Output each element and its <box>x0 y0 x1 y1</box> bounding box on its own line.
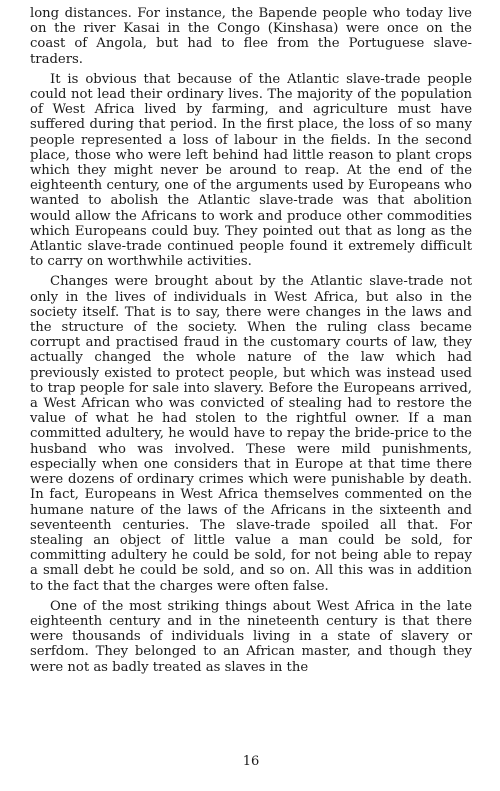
paragraph-continuation: long distances. For instance, the Bapende people who today live on the river Kasai in the Congo (Kinshasa) were once on the coast of Angola, but had to flee from the Portuguese slave-traders. <box>30 6 472 67</box>
paragraph-agriculture: It is obvious that because of the Atlantic slave-trade people could not lead their ordinary lives. The majority of the population of West Africa lived by farming, and agriculture must have suffered during that period. In the first place, the loss of so many people represented a loss of labour in the fields. In the second place, those who were left behind had little reason to plant crops which they might never be around to reap. At the end of the eighteenth century, one of the arguments used by Europeans who wanted to abolish the Atlantic slave-trade was that abolition would allow the Africans to work and produce other commodities which Europeans could buy. They pointed out that as long as the Atlantic slave-trade continued people found it extremely difficult to carry on worthwhile activities. <box>30 71 472 270</box>
paragraph-serfdom: One of the most striking things about West Africa in the late eighteenth century and in the nineteenth century is that there were thousands of individuals living in a state of slavery or serfdom. They belonged to an African master, and though they were not as badly treated as slaves in the <box>30 598 472 675</box>
page-number: 16 <box>242 754 260 769</box>
paragraph-society-laws: Changes were brought about by the Atlantic slave-trade not only in the lives of individuals in West Africa, but also in the society itself. That is to say, there were changes in the laws and the structure of the society. When the ruling class became corrupt and practised fraud in the customary courts of law, they actually changed the whole nature of the law which had previously existed to protect people, but which was instead used to trap people for sale into slavery. Before the Europeans arrived, a West African who was convicted of stealing had to restore the value of what he had stolen to the rightful owner. If a man committed adultery, he would have to repay the bride-price to the husband who was involved. These were mild punishments, especially when one considers that in Europe at that time there were dozens of ordinary crimes which were punishable by death. In fact, Europeans in West Africa themselves commented on the humane nature of the laws of the Africans in the sixteenth and seventeenth centuries. The slave-trade spoiled all that. For stealing an object of little value a man could be sold, for committing adultery he could be sold, for not being able to repay a small debt he could be sold, and so on. All this was in addition to the fact that the charges were often false. <box>30 274 472 594</box>
book-page <box>30 6 472 786</box>
